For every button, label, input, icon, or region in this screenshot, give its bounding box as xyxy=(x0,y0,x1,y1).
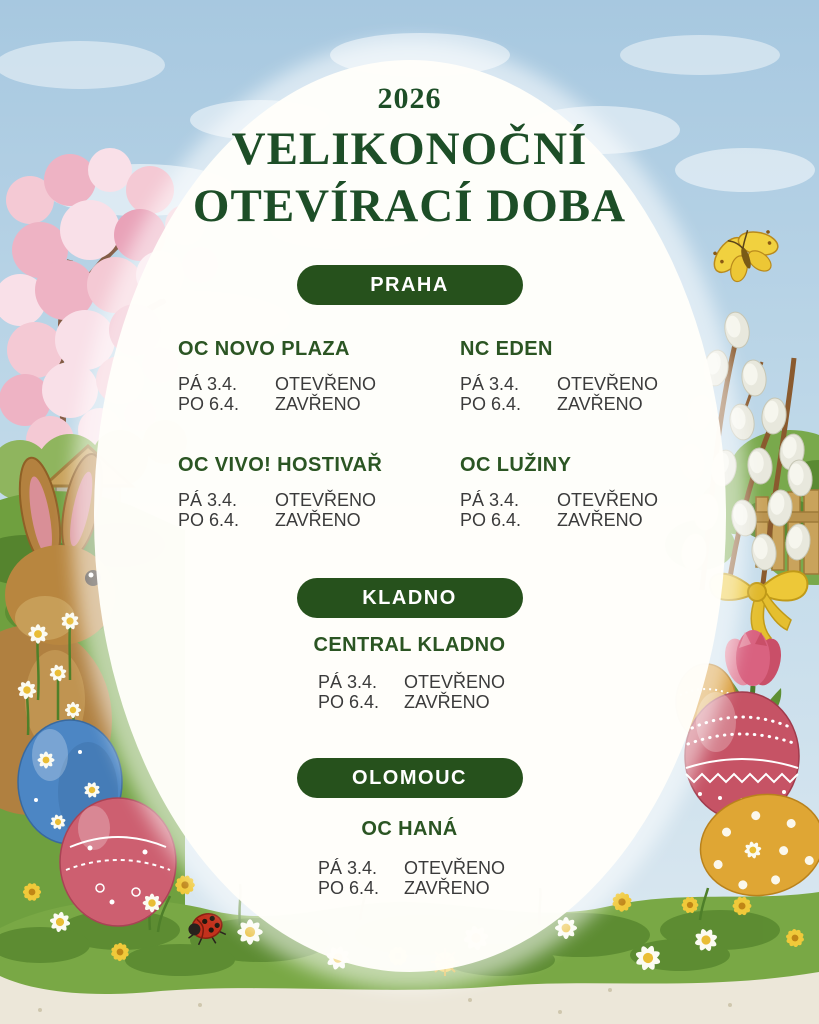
hours-day: PO 6.4. xyxy=(318,878,380,898)
hours-day: PO 6.4. xyxy=(178,394,240,414)
hours-row xyxy=(178,510,382,530)
hours-status: OTEVŘENO xyxy=(275,374,377,394)
hours-status: ZAVŘENO xyxy=(275,394,361,414)
city-badge-olomouc: OLOMOUC xyxy=(297,758,523,798)
hours-row xyxy=(178,490,382,510)
hours-day: PÁ 3.4. xyxy=(178,374,238,394)
hours-status: ZAVŘENO xyxy=(404,692,490,712)
hours-day: PO 6.4. xyxy=(460,394,522,414)
hours-day: PÁ 3.4. xyxy=(460,374,520,394)
store-oc-luziny xyxy=(460,454,658,530)
central-kladno-hours xyxy=(318,672,505,712)
hours-status: ZAVŘENO xyxy=(275,510,361,530)
hours-row xyxy=(178,374,376,394)
hours-day: PÁ 3.4. xyxy=(318,858,378,878)
title-line-2: OTEVÍRACÍ DOBA xyxy=(192,180,627,232)
store-name: OC LUŽINY xyxy=(460,454,572,476)
hours-day: PÁ 3.4. xyxy=(460,490,520,510)
store-nc-eden xyxy=(460,338,658,414)
hours-row xyxy=(318,692,505,712)
hours-status: OTEVŘENO xyxy=(557,490,659,510)
hours-row xyxy=(460,490,658,510)
store-oc-hana: OC HANÁ xyxy=(361,818,458,840)
store-name: NC EDEN xyxy=(460,338,553,360)
hours-day: PÁ 3.4. xyxy=(178,490,238,510)
hours-day: PÁ 3.4. xyxy=(318,672,378,692)
hours-status: OTEVŘENO xyxy=(275,490,377,510)
hours-status: OTEVŘENO xyxy=(404,672,506,692)
hours-status: OTEVŘENO xyxy=(557,374,659,394)
store-name: OC VIVO! HOSTIVAŘ xyxy=(178,454,383,476)
hours-row xyxy=(318,878,505,898)
hours-row xyxy=(318,858,505,878)
hours-row xyxy=(460,374,658,394)
store-oc-novo-plaza xyxy=(178,338,376,414)
hours-status: ZAVŘENO xyxy=(557,394,643,414)
city-badge-kladno: KLADNO xyxy=(297,578,523,618)
oc-hana-hours xyxy=(318,858,505,898)
hours-row xyxy=(178,394,376,414)
hours-status: ZAVŘENO xyxy=(557,510,643,530)
title-line-1: VELIKONOČNÍ xyxy=(231,123,588,175)
store-central-kladno: CENTRAL KLADNO xyxy=(313,634,506,656)
store-oc-vivo-hostivar xyxy=(178,454,382,530)
hours-row xyxy=(460,394,658,414)
hours-status: OTEVŘENO xyxy=(404,858,506,878)
hours-day: PO 6.4. xyxy=(460,510,522,530)
hours-row xyxy=(318,672,505,692)
poster-title xyxy=(0,121,819,235)
hours-day: PO 6.4. xyxy=(318,692,380,712)
store-name: OC NOVO PLAZA xyxy=(178,338,350,360)
city-badge-praha: PRAHA xyxy=(297,265,523,305)
hours-row xyxy=(460,510,658,530)
hours-status: ZAVŘENO xyxy=(404,878,490,898)
year: 2026 xyxy=(377,82,442,115)
hours-day: PO 6.4. xyxy=(178,510,240,530)
